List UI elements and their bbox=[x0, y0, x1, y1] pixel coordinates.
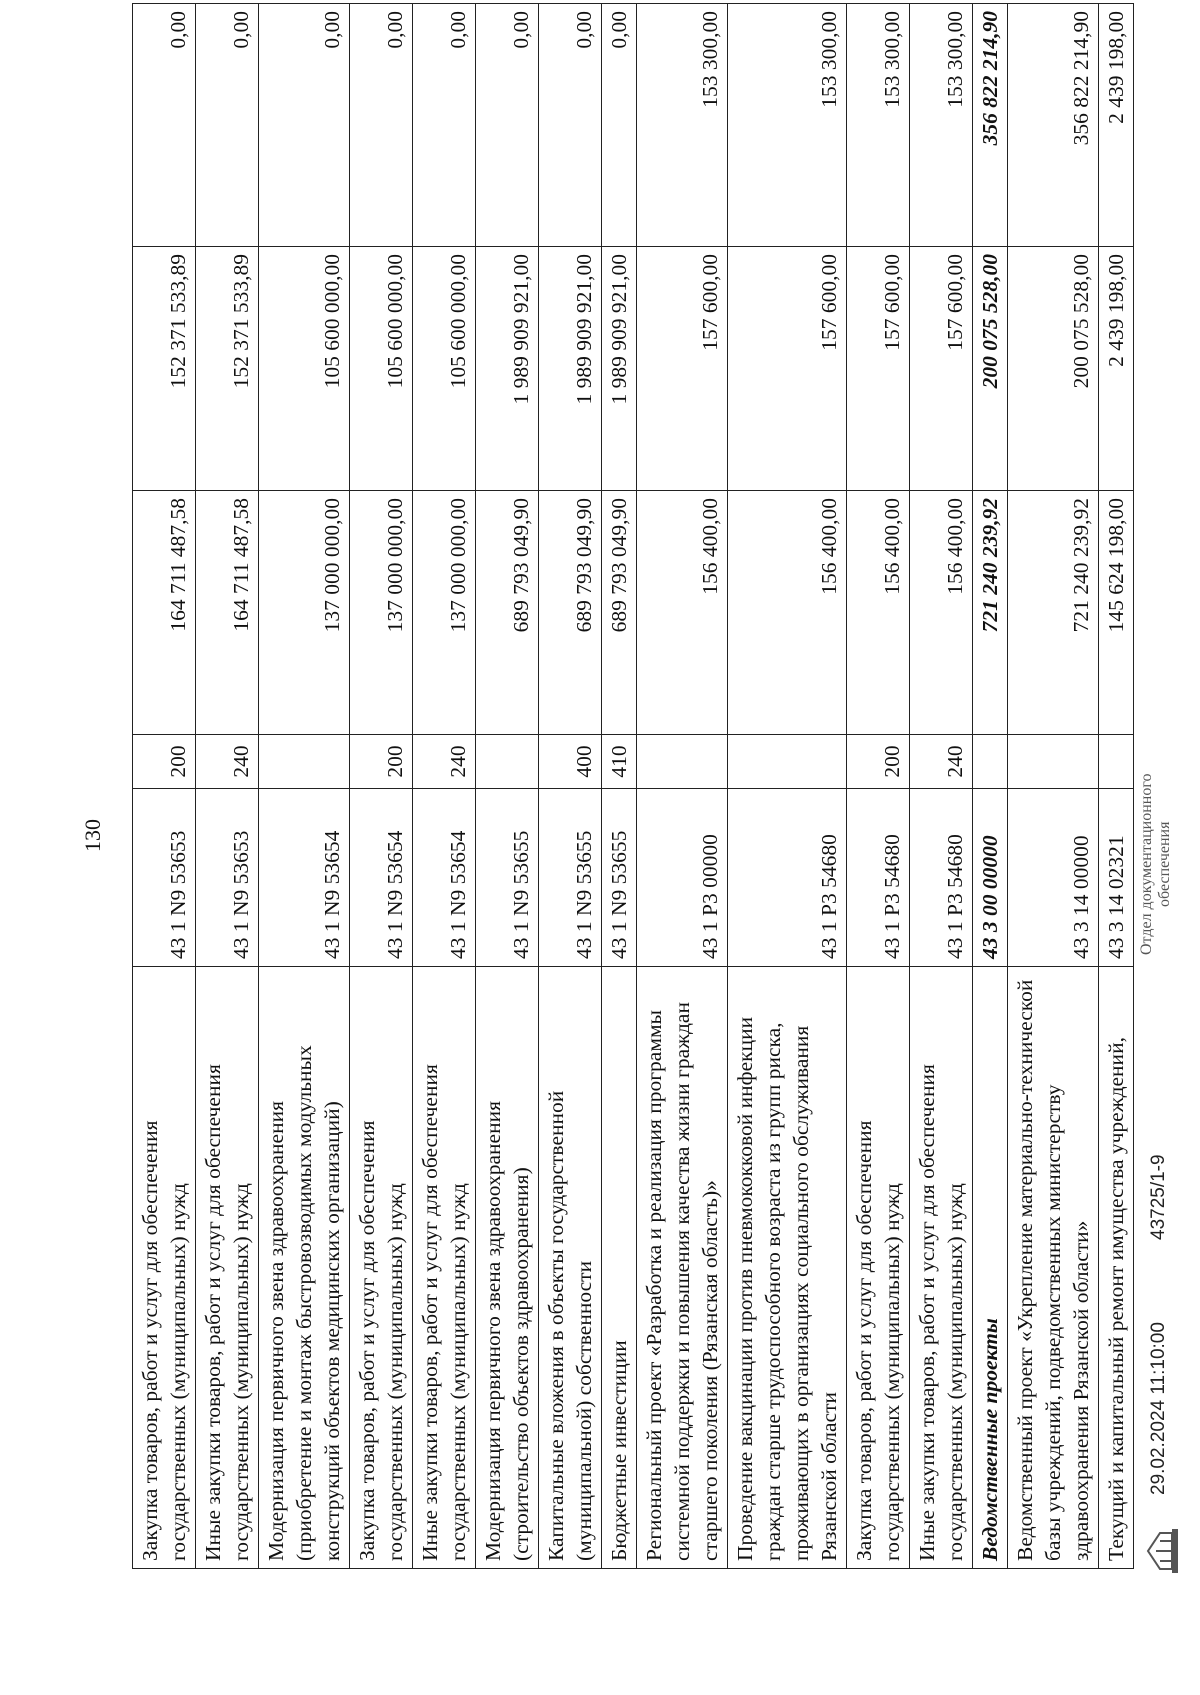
footer-doc-id: 43725/1-9 bbox=[1148, 1154, 1169, 1240]
row-year3-cell: 0,00 bbox=[476, 4, 539, 247]
row-year3-cell: 153 300,00 bbox=[728, 4, 847, 247]
row-year2-cell: 200 075 528,00 bbox=[1008, 247, 1099, 491]
row-year2-cell: 152 371 533,89 bbox=[133, 247, 196, 491]
row-vr-cell bbox=[1099, 735, 1134, 789]
row-code-cell: 43 1 N9 53653 bbox=[133, 789, 196, 967]
row-vr-cell: 240 bbox=[196, 735, 259, 789]
row-vr-cell: 400 bbox=[539, 735, 602, 789]
row-name-cell: Иные закупки товаров, работ и услуг для обеспечения государственных (муниципальных) нужд bbox=[910, 967, 973, 1569]
row-year2-cell: 1 989 909 921,00 bbox=[539, 247, 602, 491]
row-name-cell: Региональный проект «Разработка и реализация программы системной поддержки и повышения качества жизни граждан старшего поколения (Рязанская область)» bbox=[637, 967, 728, 1569]
row-vr-cell: 240 bbox=[413, 735, 476, 789]
row-name-cell: Бюджетные инвестиции bbox=[602, 967, 637, 1569]
row-year2-cell: 1 989 909 921,00 bbox=[476, 247, 539, 491]
row-code-cell: 43 3 00 00000 bbox=[973, 789, 1008, 967]
row-year2-cell: 157 600,00 bbox=[910, 247, 973, 491]
row-year2-cell: 105 600 000,00 bbox=[413, 247, 476, 491]
row-year3-cell: 0,00 bbox=[602, 4, 637, 247]
row-code-cell: 43 1 N9 53654 bbox=[259, 789, 350, 967]
row-code-cell: 43 1 N9 53654 bbox=[413, 789, 476, 967]
row-year1-cell: 137 000 000,00 bbox=[259, 491, 350, 735]
row-year3-cell: 0,00 bbox=[350, 4, 413, 247]
table-row bbox=[1099, 4, 1134, 1569]
row-year1-cell: 156 400,00 bbox=[847, 491, 910, 735]
table-row bbox=[259, 4, 350, 1569]
row-name-cell: Текущий и капитальный ремонт имущества учреждений, bbox=[1099, 967, 1134, 1569]
row-year3-cell: 153 300,00 bbox=[910, 4, 973, 247]
row-code-cell: 43 1 N9 53655 bbox=[602, 789, 637, 967]
row-vr-cell bbox=[637, 735, 728, 789]
row-year2-cell: 105 600 000,00 bbox=[259, 247, 350, 491]
table-row bbox=[910, 4, 973, 1569]
table-row bbox=[847, 4, 910, 1569]
row-vr-cell: 200 bbox=[133, 735, 196, 789]
table-row bbox=[413, 4, 476, 1569]
budget-table bbox=[132, 3, 1134, 1569]
row-year2-cell: 1 989 909 921,00 bbox=[602, 247, 637, 491]
row-name-cell: Капитальные вложения в объекты государственной (муниципальной) собственности bbox=[539, 967, 602, 1569]
row-year3-cell: 0,00 bbox=[259, 4, 350, 247]
row-year1-cell: 156 400,00 bbox=[637, 491, 728, 735]
table-row bbox=[350, 4, 413, 1569]
row-vr-cell bbox=[1008, 735, 1099, 789]
row-year3-cell: 0,00 bbox=[413, 4, 476, 247]
row-year1-cell: 164 711 487,58 bbox=[196, 491, 259, 735]
row-vr-cell bbox=[973, 735, 1008, 789]
row-code-cell: 43 1 N9 53655 bbox=[539, 789, 602, 967]
row-code-cell: 43 3 14 02321 bbox=[1099, 789, 1134, 967]
row-code-cell: 43 1 P3 00000 bbox=[637, 789, 728, 967]
row-name-cell: Ведомственные проекты bbox=[973, 967, 1008, 1569]
row-name-cell: Ведомственный проект «Укрепление материально-технической базы учреждений, подведомственных министерству здравоохранения Рязанской области» bbox=[1008, 967, 1099, 1569]
row-name-cell: Иные закупки товаров, работ и услуг для обеспечения государственных (муниципальных) нужд bbox=[196, 967, 259, 1569]
row-name-cell: Модернизация первичного звена здравоохранения (приобретение и монтаж быстровозводимых модульных конструкций объектов медицинских организаций) bbox=[259, 967, 350, 1569]
row-name-cell: Модернизация первичного звена здравоохранения (строительство объектов здравоохранения) bbox=[476, 967, 539, 1569]
row-year2-cell: 200 075 528,00 bbox=[973, 247, 1008, 491]
row-year1-cell: 721 240 239,92 bbox=[1008, 491, 1099, 735]
row-year1-cell: 137 000 000,00 bbox=[413, 491, 476, 735]
row-year3-cell: 2 439 198,00 bbox=[1099, 4, 1134, 247]
row-name-cell: Закупка товаров, работ и услуг для обеспечения государственных (муниципальных) нужд bbox=[350, 967, 413, 1569]
row-code-cell: 43 1 N9 53653 bbox=[196, 789, 259, 967]
emblem-logo-icon bbox=[1142, 1527, 1182, 1575]
row-vr-cell bbox=[476, 735, 539, 789]
row-vr-cell bbox=[728, 735, 847, 789]
row-year2-cell: 157 600,00 bbox=[847, 247, 910, 491]
row-year3-cell: 153 300,00 bbox=[847, 4, 910, 247]
table-row bbox=[539, 4, 602, 1569]
row-vr-cell: 200 bbox=[847, 735, 910, 789]
row-year1-cell: 689 793 049,90 bbox=[476, 491, 539, 735]
row-name-cell: Закупка товаров, работ и услуг для обеспечения государственных (муниципальных) нужд bbox=[847, 967, 910, 1569]
stamp-line-2: обеспечения bbox=[1156, 821, 1173, 907]
row-code-cell: 43 1 N9 53655 bbox=[476, 789, 539, 967]
row-name-cell: Закупка товаров, работ и услуг для обеспечения государственных (муниципальных) нужд bbox=[133, 967, 196, 1569]
row-code-cell: 43 3 14 00000 bbox=[1008, 789, 1099, 967]
row-vr-cell: 200 bbox=[350, 735, 413, 789]
row-year3-cell: 0,00 bbox=[133, 4, 196, 247]
department-stamp bbox=[1138, 773, 1174, 955]
row-year3-cell: 0,00 bbox=[196, 4, 259, 247]
row-year3-cell: 153 300,00 bbox=[637, 4, 728, 247]
table-row bbox=[602, 4, 637, 1569]
table-row bbox=[133, 4, 196, 1569]
row-code-cell: 43 1 P3 54680 bbox=[910, 789, 973, 967]
budget-table-body bbox=[133, 4, 1134, 1569]
row-year3-cell: 356 822 214,90 bbox=[1008, 4, 1099, 247]
row-vr-cell: 240 bbox=[910, 735, 973, 789]
row-code-cell: 43 1 N9 53654 bbox=[350, 789, 413, 967]
row-vr-cell bbox=[259, 735, 350, 789]
row-year1-cell: 156 400,00 bbox=[728, 491, 847, 735]
table-row bbox=[196, 4, 259, 1569]
table-row bbox=[973, 4, 1008, 1569]
row-code-cell: 43 1 P3 54680 bbox=[728, 789, 847, 967]
row-year2-cell: 152 371 533,89 bbox=[196, 247, 259, 491]
row-year1-cell: 689 793 049,90 bbox=[602, 491, 637, 735]
footer-date: 29.02.2024 11:10:00 bbox=[1148, 1322, 1169, 1495]
row-year1-cell: 721 240 239,92 bbox=[973, 491, 1008, 735]
table-row bbox=[637, 4, 728, 1569]
row-year2-cell: 157 600,00 bbox=[728, 247, 847, 491]
row-name-cell: Проведение вакцинации против пневмококковой инфекции граждан старше трудоспособного возраста из групп риска, проживающих в организациях социального обслуживания Рязанской области bbox=[728, 967, 847, 1569]
row-year1-cell: 164 711 487,58 bbox=[133, 491, 196, 735]
row-name-cell: Иные закупки товаров, работ и услуг для обеспечения государственных (муниципальных) нужд bbox=[413, 967, 476, 1569]
table-row bbox=[728, 4, 847, 1569]
row-year1-cell: 156 400,00 bbox=[910, 491, 973, 735]
page-number: 130 bbox=[80, 819, 105, 852]
table-row bbox=[1008, 4, 1099, 1569]
table-row bbox=[476, 4, 539, 1569]
stamp-line-1: Отдел документационного bbox=[1138, 773, 1155, 955]
row-year2-cell: 157 600,00 bbox=[637, 247, 728, 491]
row-year1-cell: 689 793 049,90 bbox=[539, 491, 602, 735]
row-year2-cell: 105 600 000,00 bbox=[350, 247, 413, 491]
row-year3-cell: 0,00 bbox=[539, 4, 602, 247]
row-year1-cell: 145 624 198,00 bbox=[1099, 491, 1134, 735]
row-vr-cell: 410 bbox=[602, 735, 637, 789]
row-year3-cell: 356 822 214,90 bbox=[973, 4, 1008, 247]
row-code-cell: 43 1 P3 54680 bbox=[847, 789, 910, 967]
row-year2-cell: 2 439 198,00 bbox=[1099, 247, 1134, 491]
row-year1-cell: 137 000 000,00 bbox=[350, 491, 413, 735]
